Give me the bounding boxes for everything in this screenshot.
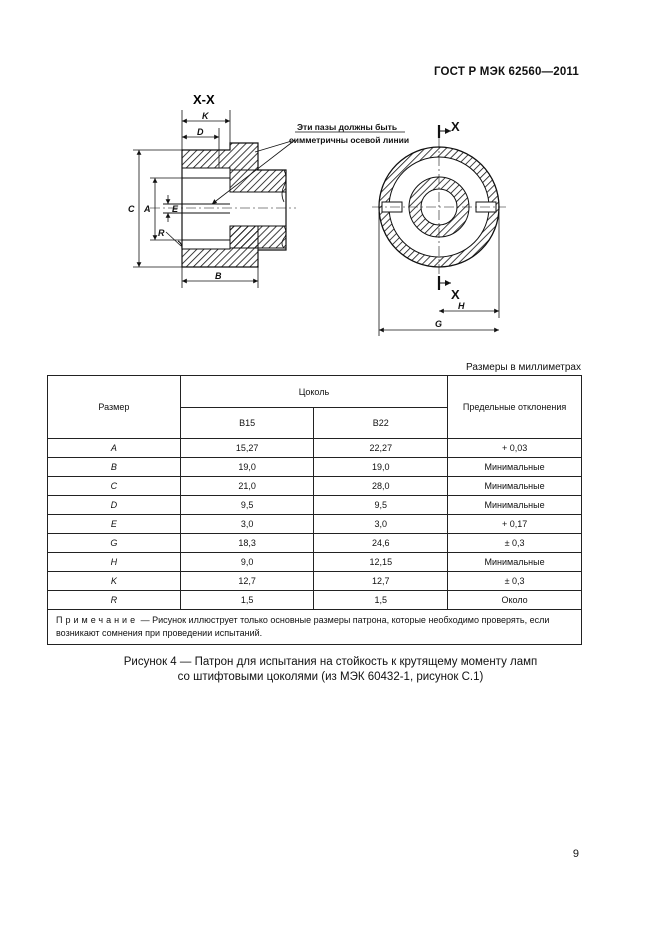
row-b15: 12,7 [180, 572, 314, 591]
callout-line-1: Эти пазы должны быть [297, 122, 398, 132]
caption-line-2: со штифтовыми цоколями (из МЭК 60432-1, рисунок C.1) [177, 671, 484, 683]
row-tolerance: Минимальные [448, 477, 582, 496]
row-b15: 18,3 [180, 534, 314, 553]
row-b22: 3,0 [314, 515, 448, 534]
dimensions-table [47, 375, 582, 645]
note-label: Примечание [56, 615, 139, 625]
row-b22: 12,7 [314, 572, 448, 591]
row-b22: 12,15 [314, 553, 448, 572]
row-b22: 24,6 [314, 534, 448, 553]
row-b22: 1,5 [314, 591, 448, 610]
table-row [48, 534, 582, 553]
table-row [48, 572, 582, 591]
table-row [48, 515, 582, 534]
row-tolerance: + 0,17 [448, 515, 582, 534]
row-b15: 3,0 [180, 515, 314, 534]
table-row [48, 591, 582, 610]
row-dim: R [48, 591, 181, 610]
table-row [48, 458, 582, 477]
row-tolerance: Минимальные [448, 553, 582, 572]
page-number: 9 [572, 848, 579, 860]
dim-label-d: D [197, 127, 204, 137]
figure-drawing [0, 0, 661, 360]
section-mark-bottom: X [451, 287, 460, 302]
row-b15: 21,0 [180, 477, 314, 496]
table-row [48, 439, 582, 458]
dim-label-b: B [215, 271, 222, 281]
dim-label-c: C [128, 204, 135, 214]
row-b22: 9,5 [314, 496, 448, 515]
row-dim: C [48, 477, 181, 496]
row-dim: E [48, 515, 181, 534]
row-b22: 22,27 [314, 439, 448, 458]
table-row [48, 553, 582, 572]
figure-caption [0, 655, 661, 685]
dim-label-a: A [144, 204, 151, 214]
callout-line-2: симметричны осевой линии [289, 135, 410, 145]
row-tolerance: ± 0,3 [448, 534, 582, 553]
dim-label-r: R [158, 228, 165, 238]
row-b15: 9,5 [180, 496, 314, 515]
row-tolerance: ± 0,3 [448, 572, 582, 591]
row-b15: 19,0 [180, 458, 314, 477]
table-row [48, 496, 582, 515]
row-dim: D [48, 496, 181, 515]
table-note [48, 610, 582, 645]
dim-label-g: G [435, 319, 443, 329]
dim-label-e: E [172, 204, 179, 214]
section-mark-top: X [451, 119, 460, 134]
col-header-b22: B22 [314, 408, 448, 439]
row-b15: 15,27 [180, 439, 314, 458]
standard-header: ГОСТ Р МЭК 62560—2011 [433, 66, 579, 78]
units-note: Размеры в миллиметрах [466, 362, 581, 373]
row-dim: A [48, 439, 181, 458]
row-b15: 1,5 [180, 591, 314, 610]
caption-line-1: Рисунок 4 — Патрон для испытания на стойкость к крутящему моменту ламп [123, 656, 538, 668]
row-tolerance: Минимальные [448, 458, 582, 477]
row-tolerance: + 0,03 [448, 439, 582, 458]
row-b22: 19,0 [314, 458, 448, 477]
note-text: — Рисунок иллюструет только основные размеры патрона, которые необходимо проверять, если возникают сомнения при проведении испытаний. [56, 615, 550, 638]
col-header-base: Цоколь [180, 376, 447, 408]
row-dim: B [48, 458, 181, 477]
row-tolerance: Минимальные [448, 496, 582, 515]
row-dim: K [48, 572, 181, 591]
table-row [48, 477, 582, 496]
dim-label-k: K [202, 111, 209, 121]
dim-label-h: H [458, 301, 465, 311]
row-tolerance: Около [448, 591, 582, 610]
row-dim: H [48, 553, 181, 572]
col-header-size: Размер [48, 376, 181, 439]
row-dim: G [48, 534, 181, 553]
section-label: X-X [193, 92, 215, 107]
row-b22: 28,0 [314, 477, 448, 496]
col-header-b15: B15 [180, 408, 314, 439]
col-header-tolerance: Предельные отклонения [448, 376, 582, 439]
row-b15: 9,0 [180, 553, 314, 572]
front-view [372, 138, 506, 276]
